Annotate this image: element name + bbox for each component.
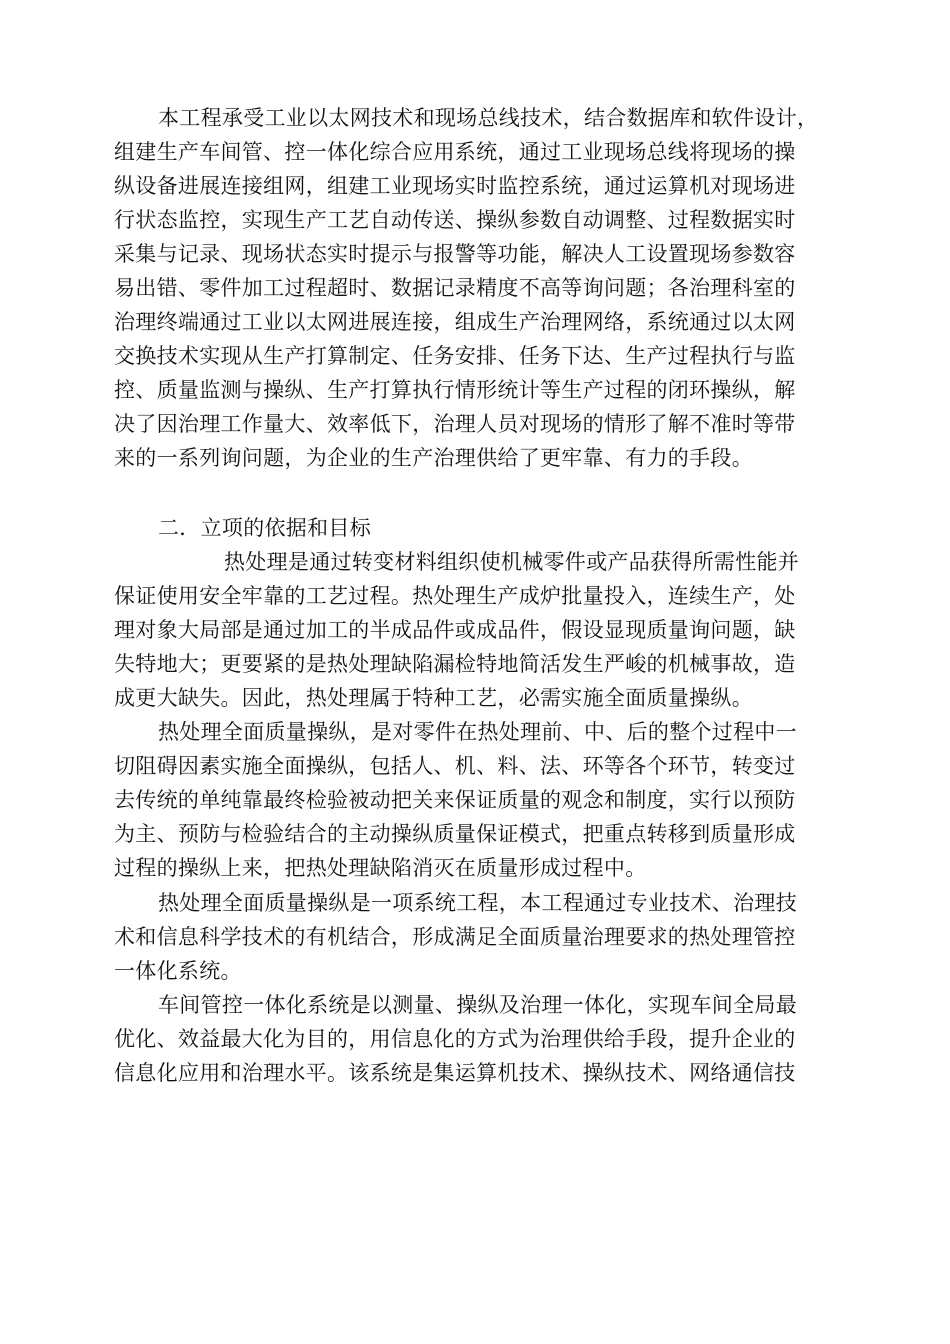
paragraph-line: 组建生产车间管、控一体化综合应用系统，通过工业现场总线将现场的操 bbox=[114, 140, 796, 164]
paragraph-line: 控、质量监测与操纵、生产打算执行情形统计等生产过程的闭环操纵，解 bbox=[114, 378, 796, 402]
paragraph-line: 交换技术实现从生产打算制定、任务安排、任务下达、生产过程执行与监 bbox=[114, 344, 796, 368]
paragraph-line: 保证使用安全牢靠的工艺过程。热处理生产成炉批量投入，连续生产，处 bbox=[114, 584, 796, 608]
paragraph-line: 易出错、零件加工过程超时、数据记录精度不高等询问题；各治理科室的 bbox=[114, 276, 796, 300]
paragraph-line: 热处理全面质量操纵，是对零件在热处理前、中、后的整个过程中一 bbox=[158, 720, 797, 744]
paragraph-line: 一体化系统。 bbox=[114, 959, 242, 983]
section-heading: 二．立项的依据和目标 bbox=[158, 516, 371, 540]
paragraph-line: 热处理是通过转变材料组织使机械零件或产品获得所需性能并 bbox=[224, 550, 800, 574]
paragraph-line: 热处理全面质量操纵是一项系统工程，本工程通过专业技术、治理技 bbox=[158, 891, 797, 915]
paragraph-line: 失特地大；更要紧的是热处理缺陷漏检特地简活发生严峻的机械事故，造 bbox=[114, 652, 796, 676]
paragraph-line: 理对象大局部是通过加工的半成品件或成品件，假设显现质量询问题，缺 bbox=[114, 618, 796, 642]
paragraph-line: 为主、预防与检验结合的主动操纵质量保证模式，把重点转移到质量形成 bbox=[114, 822, 796, 846]
paragraph-line: 去传统的单纯靠最终检验被动把关来保证质量的观念和制度，实行以预防 bbox=[114, 788, 796, 812]
paragraph-line: 治理终端通过工业以太网进展连接，组成生产治理网络，系统通过以太网 bbox=[114, 310, 796, 334]
paragraph-line: 信息化应用和治理水平。该系统是集运算机技术、操纵技术、网络通信技 bbox=[114, 1061, 796, 1085]
paragraph-line: 决了因治理工作量大、效率低下，治理人员对现场的情形了解不准时等带 bbox=[114, 412, 796, 436]
paragraph-line: 优化、效益最大化为目的，用信息化的方式为治理供给手段，提升企业的 bbox=[114, 1027, 796, 1051]
paragraph-line: 过程的操纵上来，把热处理缺陷消灭在质量形成过程中。 bbox=[114, 856, 647, 880]
paragraph-line: 纵设备进展连接组网，组建工业现场实时监控系统，通过运算机对现场进 bbox=[114, 174, 796, 198]
paragraph-line: 采集与记录、现场状态实时提示与报警等功能，解决人工设置现场参数容 bbox=[114, 242, 796, 266]
paragraph-line: 成更大缺失。因此，热处理属于特种工艺，必需实施全面质量操纵。 bbox=[114, 686, 753, 710]
paragraph-line: 切阻碍因素实施全面操纵，包括人、机、料、法、环等各个环节，转变过 bbox=[114, 754, 796, 778]
paragraph-line: 术和信息科学技术的有机结合，形成满足全面质量治理要求的热处理管控 bbox=[114, 925, 796, 949]
paragraph-line: 本工程承受工业以太网技术和现场总线技术，结合数据库和软件设计， bbox=[158, 106, 819, 130]
paragraph-line: 来的一系列询问题，为企业的生产治理供给了更牢靠、有力的手段。 bbox=[114, 446, 753, 470]
paragraph-line: 行状态监控，实现生产工艺自动传送、操纵参数自动调整、过程数据实时 bbox=[114, 208, 796, 232]
paragraph-line: 车间管控一体化系统是以测量、操纵及治理一体化，实现车间全局最 bbox=[158, 993, 797, 1017]
